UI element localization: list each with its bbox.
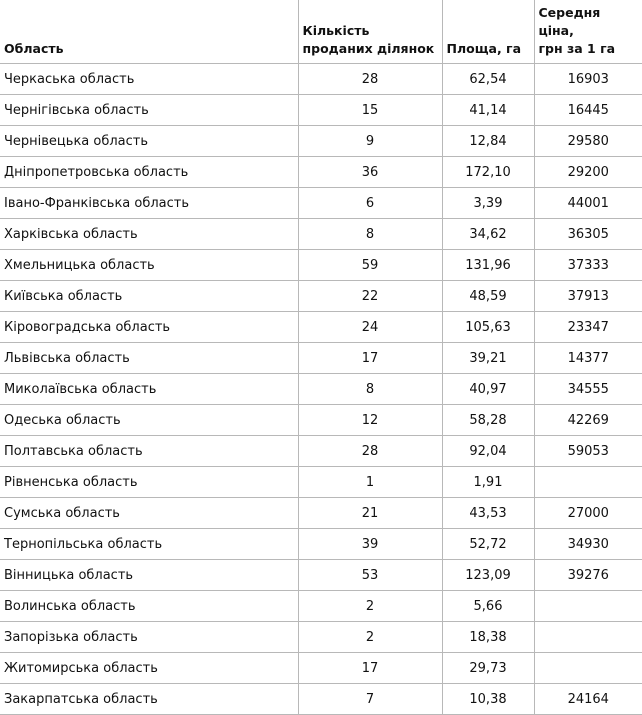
region-cell: Івано-Франківська область bbox=[0, 188, 298, 219]
price-cell: 23347 bbox=[534, 312, 642, 343]
region-cell: Дніпропетровська область bbox=[0, 157, 298, 188]
price-cell: 37333 bbox=[534, 250, 642, 281]
price-cell: 16445 bbox=[534, 95, 642, 126]
table-row bbox=[0, 281, 642, 312]
area-cell: 62,54 bbox=[442, 64, 534, 95]
area-cell: 92,04 bbox=[442, 436, 534, 467]
header-region: Область bbox=[0, 0, 298, 64]
region-cell: Сумська область bbox=[0, 498, 298, 529]
count-cell: 8 bbox=[298, 219, 442, 250]
price-cell: 44001 bbox=[534, 188, 642, 219]
region-cell: Чернігівська область bbox=[0, 95, 298, 126]
count-cell: 17 bbox=[298, 343, 442, 374]
price-cell: 42269 bbox=[534, 405, 642, 436]
table-row bbox=[0, 157, 642, 188]
region-cell: Львівська область bbox=[0, 343, 298, 374]
table-row bbox=[0, 374, 642, 405]
count-cell: 28 bbox=[298, 64, 442, 95]
area-cell: 52,72 bbox=[442, 529, 534, 560]
price-cell bbox=[534, 653, 642, 684]
region-cell: Чернівецька область bbox=[0, 126, 298, 157]
price-cell: 34930 bbox=[534, 529, 642, 560]
region-cell: Волинська область bbox=[0, 591, 298, 622]
area-cell: 10,38 bbox=[442, 684, 534, 715]
region-cell: Черкаська область bbox=[0, 64, 298, 95]
price-cell bbox=[534, 622, 642, 653]
table-header-row bbox=[0, 0, 642, 64]
table-row bbox=[0, 653, 642, 684]
table-row bbox=[0, 250, 642, 281]
count-cell: 7 bbox=[298, 684, 442, 715]
header-area: Площа, га bbox=[442, 0, 534, 64]
area-cell: 18,38 bbox=[442, 622, 534, 653]
count-cell: 1 bbox=[298, 467, 442, 498]
region-cell: Житомирська область bbox=[0, 653, 298, 684]
region-cell: Вінницька область bbox=[0, 560, 298, 591]
area-cell: 12,84 bbox=[442, 126, 534, 157]
region-cell: Хмельницька область bbox=[0, 250, 298, 281]
header-price: Середня ціна, грн за 1 га bbox=[534, 0, 642, 64]
area-cell: 1,91 bbox=[442, 467, 534, 498]
table-row bbox=[0, 64, 642, 95]
count-cell: 17 bbox=[298, 653, 442, 684]
table-row bbox=[0, 591, 642, 622]
price-cell: 34555 bbox=[534, 374, 642, 405]
area-cell: 5,66 bbox=[442, 591, 534, 622]
table-row bbox=[0, 405, 642, 436]
area-cell: 48,59 bbox=[442, 281, 534, 312]
price-cell: 27000 bbox=[534, 498, 642, 529]
table-row bbox=[0, 529, 642, 560]
table-row bbox=[0, 95, 642, 126]
count-cell: 15 bbox=[298, 95, 442, 126]
area-cell: 172,10 bbox=[442, 157, 534, 188]
count-cell: 24 bbox=[298, 312, 442, 343]
count-cell: 2 bbox=[298, 591, 442, 622]
area-cell: 29,73 bbox=[442, 653, 534, 684]
price-cell: 39276 bbox=[534, 560, 642, 591]
count-cell: 59 bbox=[298, 250, 442, 281]
region-cell: Харківська область bbox=[0, 219, 298, 250]
count-cell: 21 bbox=[298, 498, 442, 529]
price-cell bbox=[534, 591, 642, 622]
count-cell: 36 bbox=[298, 157, 442, 188]
price-cell: 36305 bbox=[534, 219, 642, 250]
table-row bbox=[0, 684, 642, 715]
price-cell: 59053 bbox=[534, 436, 642, 467]
price-cell: 24164 bbox=[534, 684, 642, 715]
price-cell: 29200 bbox=[534, 157, 642, 188]
area-cell: 131,96 bbox=[442, 250, 534, 281]
region-cell: Тернопільська область bbox=[0, 529, 298, 560]
region-cell: Кіровоградська область bbox=[0, 312, 298, 343]
region-cell: Рівненська область bbox=[0, 467, 298, 498]
table-row bbox=[0, 436, 642, 467]
region-cell: Полтавська область bbox=[0, 436, 298, 467]
count-cell: 22 bbox=[298, 281, 442, 312]
area-cell: 123,09 bbox=[442, 560, 534, 591]
price-cell bbox=[534, 467, 642, 498]
area-cell: 3,39 bbox=[442, 188, 534, 219]
region-cell: Закарпатська область bbox=[0, 684, 298, 715]
price-cell: 14377 bbox=[534, 343, 642, 374]
region-cell: Запорізька область bbox=[0, 622, 298, 653]
table-row bbox=[0, 467, 642, 498]
area-cell: 43,53 bbox=[442, 498, 534, 529]
count-cell: 53 bbox=[298, 560, 442, 591]
area-cell: 40,97 bbox=[442, 374, 534, 405]
price-cell: 37913 bbox=[534, 281, 642, 312]
price-cell: 29580 bbox=[534, 126, 642, 157]
area-cell: 41,14 bbox=[442, 95, 534, 126]
header-count: Кількість проданих ділянок bbox=[298, 0, 442, 64]
area-cell: 34,62 bbox=[442, 219, 534, 250]
table-row bbox=[0, 343, 642, 374]
area-cell: 105,63 bbox=[442, 312, 534, 343]
count-cell: 6 bbox=[298, 188, 442, 219]
count-cell: 39 bbox=[298, 529, 442, 560]
table-row bbox=[0, 498, 642, 529]
table-row bbox=[0, 188, 642, 219]
count-cell: 8 bbox=[298, 374, 442, 405]
area-cell: 58,28 bbox=[442, 405, 534, 436]
count-cell: 28 bbox=[298, 436, 442, 467]
table-row bbox=[0, 560, 642, 591]
price-cell: 16903 bbox=[534, 64, 642, 95]
count-cell: 12 bbox=[298, 405, 442, 436]
count-cell: 2 bbox=[298, 622, 442, 653]
region-cell: Одеська область bbox=[0, 405, 298, 436]
table-row bbox=[0, 126, 642, 157]
table-row bbox=[0, 622, 642, 653]
count-cell: 9 bbox=[298, 126, 442, 157]
area-cell: 39,21 bbox=[442, 343, 534, 374]
region-cell: Київська область bbox=[0, 281, 298, 312]
table-row bbox=[0, 312, 642, 343]
region-cell: Миколаївська область bbox=[0, 374, 298, 405]
table-row bbox=[0, 219, 642, 250]
